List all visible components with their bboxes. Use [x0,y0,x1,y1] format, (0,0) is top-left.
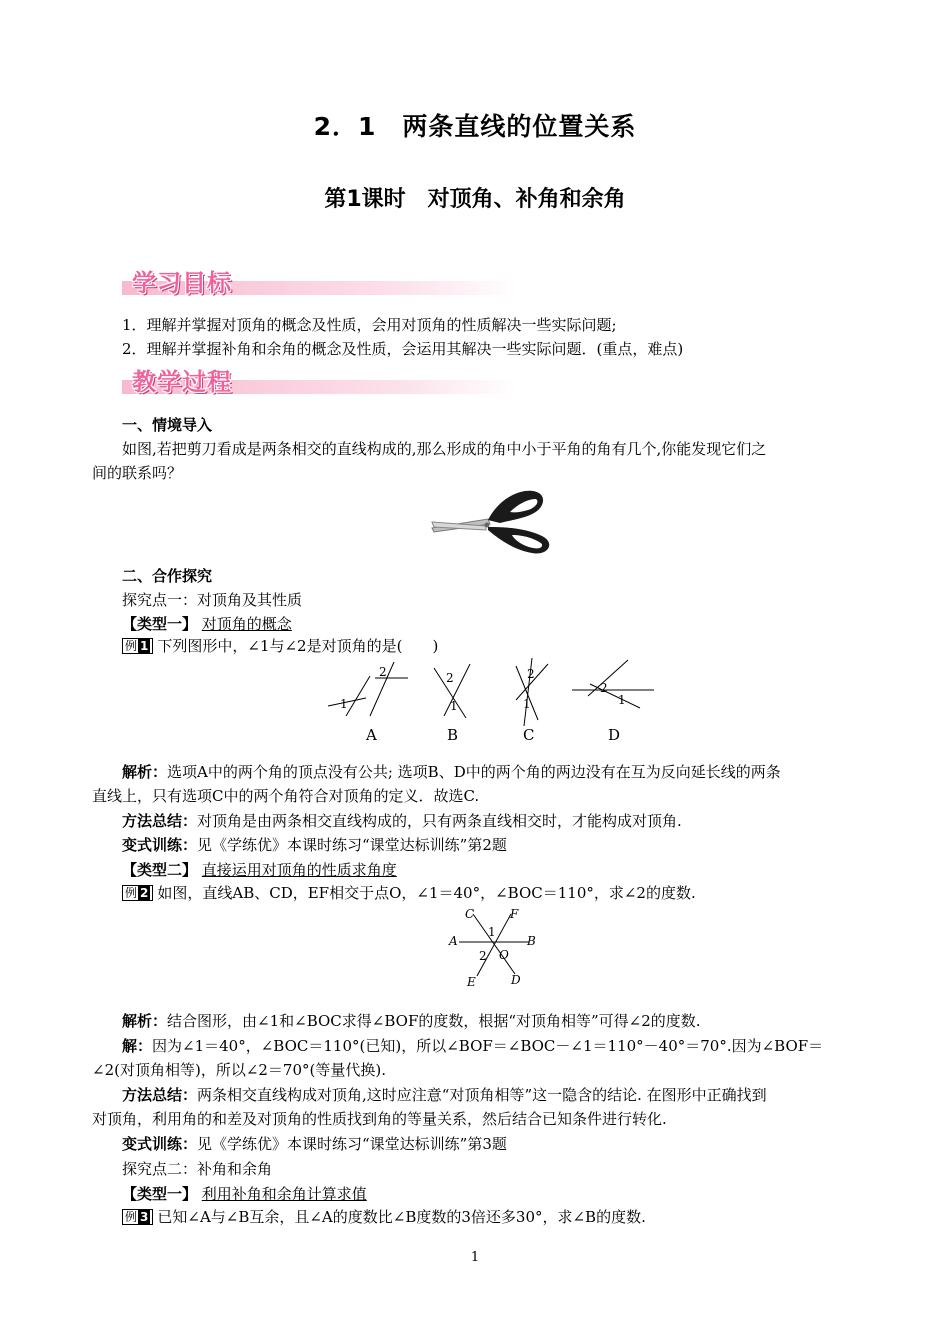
page-title: 2．1 两条直线的位置关系 [313,112,637,141]
example-2-badge: 例 2 [122,885,153,901]
explore-point-2: 探究点二：补角和余角 [122,1160,273,1178]
variant-1-text: 见《学练优》本课时练习“课堂达标训练”第2题 [197,836,507,854]
type3-title: 利用补角和余角计算求值 [201,1185,367,1203]
fig-d-angle-1: 1 [618,693,626,707]
scissors-image [430,486,555,558]
goals-banner-label: 学习目标 [132,269,232,297]
goals-banner [122,263,517,301]
lesson-subtitle: 第1课时 对顶角、补角和余角 [324,187,626,212]
analysis-1 [122,761,892,784]
part1-text-cont: 间的联系吗？ [92,464,183,482]
goal-item-1: 1．理解并掌握对顶角的概念及性质，会用对顶角的性质解决一些实际问题; [122,316,617,334]
page-number: 1 [470,1250,480,1265]
fig-a-angle-2: 2 [379,665,387,679]
method-1-label: 方法总结： [122,812,198,830]
type2-bracket: 【类型二】 [122,861,198,879]
option-b-label: B [447,726,459,744]
example-3-badge: 例 3 [122,1209,153,1225]
fig2-label-o: O [499,948,509,962]
variant-1-label: 变式训练： [122,836,198,854]
fig2-label-f: F [510,907,519,921]
lines-figure [445,904,545,994]
type1-title: 对顶角的概念 [201,615,292,633]
method-1 [122,810,892,833]
type3-bracket: 【类型一】 [122,1185,198,1203]
fig2-label-b: B [527,934,536,948]
variant-2-label: 变式训练： [122,1135,198,1153]
method-2-cont: 对顶角，利用角的和差及对顶角的性质找到角的等量关系，然后结合已知条件进行转化. [92,1110,667,1128]
fig-a-angle-1: 1 [340,697,348,711]
example-1 [122,635,892,658]
type3-heading [122,1183,892,1206]
analysis-2 [122,1010,892,1033]
example-1-text: 下列图形中，∠1与∠2是对顶角的是( ) [157,637,439,655]
analysis-1-text: 选项A中的两个角的顶点没有公共; 选项B、D中的两个角的两边没有在互为反向延长线的两条 [167,763,781,781]
method-2-label: 方法总结： [122,1086,198,1104]
method-2 [122,1084,892,1107]
variant-1 [122,834,892,857]
fig-c-angle-1: 1 [523,697,531,711]
analysis-1-label: 解析： [122,763,168,781]
fig2-angle-1: 1 [488,925,496,939]
solution-label: 解： [122,1037,153,1055]
type2-heading [122,859,892,882]
options-figure [320,656,670,752]
option-c-label: C [523,726,535,744]
option-a-label: A [366,726,377,744]
example-2-text: 如图，直线AB、CD，EF相交于点O，∠1＝40°，∠BOC＝110°，求∠2的度数. [157,884,696,902]
variant-2-text: 见《学练优》本课时练习“课堂达标训练”第3题 [197,1135,507,1153]
part1-heading: 一、情境导入 [122,416,213,434]
method-2-text: 两条相交直线构成对顶角,这时应注意“对顶角相等”这一隐含的结论. 在图形中正确找到 [197,1086,767,1104]
variant-2 [122,1133,892,1156]
part1-text: 如图,若把剪刀看成是两条相交的直线构成的,那么形成的角中小于平角的角有几个,你能发现它们之 [122,440,767,458]
fig-b-angle-2: 2 [446,671,454,685]
type2-title: 直接运用对顶角的性质求角度 [201,861,397,879]
fig-b-angle-1: 1 [450,699,458,713]
analysis-2-label: 解析： [122,1012,168,1030]
part2-heading: 二、合作探究 [122,567,213,585]
option-d-label: D [608,726,621,744]
example-3-text: 已知∠A与∠B互余，且∠A的度数比∠B度数的3倍还多30°，求∠B的度数. [157,1208,646,1226]
type1-heading [122,613,892,636]
process-banner-label: 教学过程 [132,368,232,396]
process-banner [122,362,517,400]
analysis-2-text: 结合图形，由∠1和∠BOC求得∠BOF的度数，根据“对顶角相等”可得∠2的度数. [167,1012,701,1030]
solution [122,1035,892,1058]
example-1-badge: 例 1 [122,638,153,654]
fig2-label-e: E [467,975,476,989]
analysis-1-cont: 直线上，只有选项C中的两个角符合对顶角的定义．故选C. [92,787,480,805]
fig2-label-c: C [465,907,475,921]
explore-point-1: 探究点一：对顶角及其性质 [122,591,303,609]
method-1-text: 对顶角是由两条相交直线构成的，只有两条直线相交时，才能构成对顶角. [197,812,682,830]
fig2-label-d: D [511,973,521,987]
fig-d-angle-2: 2 [600,681,608,695]
type1-bracket: 【类型一】 [122,615,198,633]
example-3 [122,1206,892,1229]
example-2 [122,882,892,905]
solution-cont: ∠2(对顶角相等)，所以∠2＝70°(等量代换). [92,1061,386,1079]
fig2-label-a: A [449,934,458,948]
fig2-angle-2: 2 [479,949,487,963]
goal-item-2: 2．理解并掌握补角和余角的概念及性质，会运用其解决一些实际问题．(重点，难点) [122,340,684,358]
solution-text: 因为∠1＝40°，∠BOC＝110°(已知)，所以∠BOF＝∠BOC－∠1＝110°－40°＝70°.因为∠BOF＝ [152,1037,824,1055]
fig-c-angle-2: 2 [527,667,535,681]
